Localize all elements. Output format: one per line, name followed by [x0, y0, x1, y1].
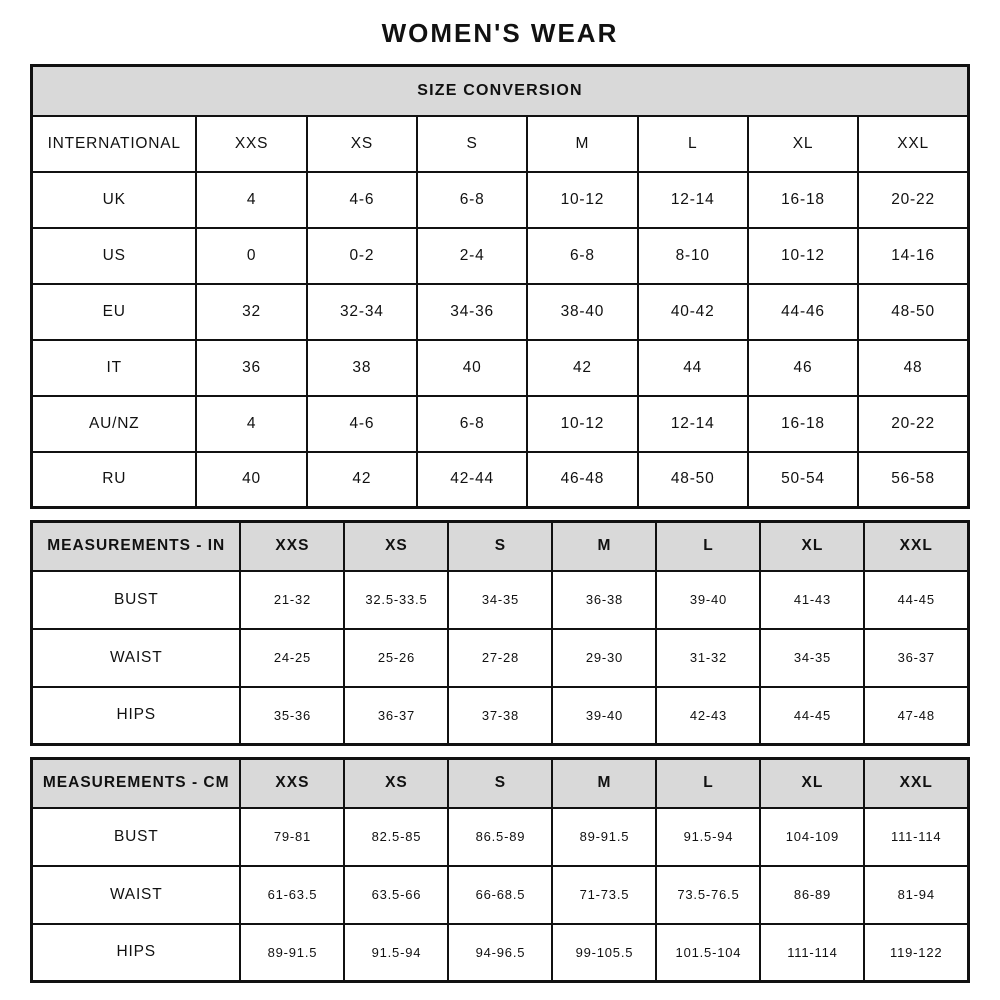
page-title: WOMEN'S WEAR	[381, 18, 619, 48]
value-cell: 48-50	[858, 284, 968, 340]
value-cell: 46	[748, 340, 858, 396]
value-cell: 91.5-94	[344, 924, 448, 982]
size-column-header: XXS	[240, 522, 344, 571]
value-cell: 86.5-89	[448, 808, 552, 866]
value-cell: 10-12	[527, 396, 637, 452]
value-cell: 32	[196, 284, 306, 340]
table-row	[32, 228, 969, 284]
value-cell: 47-48	[864, 687, 968, 745]
column-header-row	[32, 116, 969, 172]
value-cell: 48	[858, 340, 968, 396]
size-column-header: L	[638, 116, 748, 172]
value-cell: 81-94	[864, 866, 968, 924]
value-cell: 46-48	[527, 452, 637, 508]
value-cell: 61-63.5	[240, 866, 344, 924]
value-cell: 44-45	[760, 687, 864, 745]
size-column-header: XXL	[864, 759, 968, 808]
value-cell: 44-46	[748, 284, 858, 340]
size-column-header: L	[656, 522, 760, 571]
value-cell: 42	[307, 452, 417, 508]
value-cell: 14-16	[858, 228, 968, 284]
value-cell: 25-26	[344, 629, 448, 687]
value-cell: 27-28	[448, 629, 552, 687]
value-cell: 4	[196, 172, 306, 228]
value-cell: 10-12	[527, 172, 637, 228]
value-cell: 56-58	[858, 452, 968, 508]
value-cell: 40	[196, 452, 306, 508]
row-label: AU/NZ	[32, 396, 197, 452]
table-row	[32, 629, 969, 687]
value-cell: 71-73.5	[552, 866, 656, 924]
value-cell: 2-4	[417, 228, 527, 284]
value-cell: 6-8	[417, 396, 527, 452]
row-label: HIPS	[32, 687, 241, 745]
measurements-header-row	[32, 522, 969, 571]
row-label: HIPS	[32, 924, 241, 982]
size-column-header: XXL	[858, 116, 968, 172]
row-label: IT	[32, 340, 197, 396]
value-cell: 6-8	[417, 172, 527, 228]
value-cell: 34-35	[760, 629, 864, 687]
value-cell: 101.5-104	[656, 924, 760, 982]
size-column-header: XXL	[864, 522, 968, 571]
row-label: US	[32, 228, 197, 284]
value-cell: 44	[638, 340, 748, 396]
table-section-header: MEASUREMENTS - CM	[32, 759, 241, 808]
size-conversion-header: SIZE CONVERSION	[32, 66, 969, 116]
row-label: RU	[32, 452, 197, 508]
value-cell: 50-54	[748, 452, 858, 508]
value-cell: 111-114	[760, 924, 864, 982]
value-cell: 38	[307, 340, 417, 396]
table-row	[32, 571, 969, 629]
value-cell: 36-38	[552, 571, 656, 629]
value-cell: 4-6	[307, 396, 417, 452]
value-cell: 31-32	[656, 629, 760, 687]
size-conversion-body	[32, 116, 969, 508]
value-cell: 111-114	[864, 808, 968, 866]
value-cell: 24-25	[240, 629, 344, 687]
size-conversion-title-row	[32, 66, 969, 116]
value-cell: 35-36	[240, 687, 344, 745]
size-column-header: M	[552, 759, 656, 808]
size-column-header: XXS	[240, 759, 344, 808]
value-cell: 4	[196, 396, 306, 452]
table-row	[32, 452, 969, 508]
value-cell: 104-109	[760, 808, 864, 866]
value-cell: 16-18	[748, 396, 858, 452]
table-row	[32, 866, 969, 924]
value-cell: 99-105.5	[552, 924, 656, 982]
value-cell: 66-68.5	[448, 866, 552, 924]
value-cell: 34-36	[417, 284, 527, 340]
value-cell: 20-22	[858, 396, 968, 452]
size-column-header: M	[552, 522, 656, 571]
region-column-header: INTERNATIONAL	[32, 116, 197, 172]
value-cell: 10-12	[748, 228, 858, 284]
value-cell: 39-40	[656, 571, 760, 629]
size-column-header: S	[448, 759, 552, 808]
measurements-header-row	[32, 759, 969, 808]
value-cell: 82.5-85	[344, 808, 448, 866]
value-cell: 21-32	[240, 571, 344, 629]
value-cell: 44-45	[864, 571, 968, 629]
value-cell: 6-8	[527, 228, 637, 284]
row-label: WAIST	[32, 629, 241, 687]
value-cell: 94-96.5	[448, 924, 552, 982]
row-label: BUST	[32, 571, 241, 629]
table-row	[32, 924, 969, 982]
value-cell: 40-42	[638, 284, 748, 340]
value-cell: 86-89	[760, 866, 864, 924]
size-column-header: XL	[760, 522, 864, 571]
value-cell: 41-43	[760, 571, 864, 629]
value-cell: 12-14	[638, 396, 748, 452]
value-cell: 63.5-66	[344, 866, 448, 924]
size-column-header: S	[417, 116, 527, 172]
value-cell: 32.5-33.5	[344, 571, 448, 629]
measurements-in-body	[32, 522, 969, 745]
table-row	[32, 396, 969, 452]
value-cell: 89-91.5	[552, 808, 656, 866]
value-cell: 20-22	[858, 172, 968, 228]
value-cell: 29-30	[552, 629, 656, 687]
table-row	[32, 172, 969, 228]
value-cell: 12-14	[638, 172, 748, 228]
value-cell: 0-2	[307, 228, 417, 284]
value-cell: 8-10	[638, 228, 748, 284]
value-cell: 48-50	[638, 452, 748, 508]
value-cell: 39-40	[552, 687, 656, 745]
row-label: UK	[32, 172, 197, 228]
size-column-header: M	[527, 116, 637, 172]
value-cell: 16-18	[748, 172, 858, 228]
row-label: WAIST	[32, 866, 241, 924]
value-cell: 119-122	[864, 924, 968, 982]
row-label: BUST	[32, 808, 241, 866]
table-section-header: MEASUREMENTS - IN	[32, 522, 241, 571]
value-cell: 0	[196, 228, 306, 284]
size-column-header: XS	[307, 116, 417, 172]
value-cell: 89-91.5	[240, 924, 344, 982]
size-column-header: S	[448, 522, 552, 571]
size-conversion-table	[30, 64, 970, 509]
size-column-header: XXS	[196, 116, 306, 172]
value-cell: 32-34	[307, 284, 417, 340]
table-row	[32, 340, 969, 396]
value-cell: 36	[196, 340, 306, 396]
table-row	[32, 284, 969, 340]
value-cell: 34-35	[448, 571, 552, 629]
size-column-header: XS	[344, 522, 448, 571]
value-cell: 91.5-94	[656, 808, 760, 866]
table-row	[32, 808, 969, 866]
value-cell: 40	[417, 340, 527, 396]
value-cell: 79-81	[240, 808, 344, 866]
value-cell: 73.5-76.5	[656, 866, 760, 924]
row-label: EU	[32, 284, 197, 340]
size-column-header: XL	[760, 759, 864, 808]
size-column-header: XS	[344, 759, 448, 808]
value-cell: 37-38	[448, 687, 552, 745]
value-cell: 36-37	[864, 629, 968, 687]
measurements-cm-body	[32, 759, 969, 982]
measurements-in-table	[30, 520, 970, 746]
size-column-header: L	[656, 759, 760, 808]
value-cell: 42-43	[656, 687, 760, 745]
value-cell: 36-37	[344, 687, 448, 745]
size-column-header: XL	[748, 116, 858, 172]
value-cell: 4-6	[307, 172, 417, 228]
value-cell: 42	[527, 340, 637, 396]
value-cell: 38-40	[527, 284, 637, 340]
measurements-cm-table	[30, 757, 970, 983]
value-cell: 42-44	[417, 452, 527, 508]
table-row	[32, 687, 969, 745]
